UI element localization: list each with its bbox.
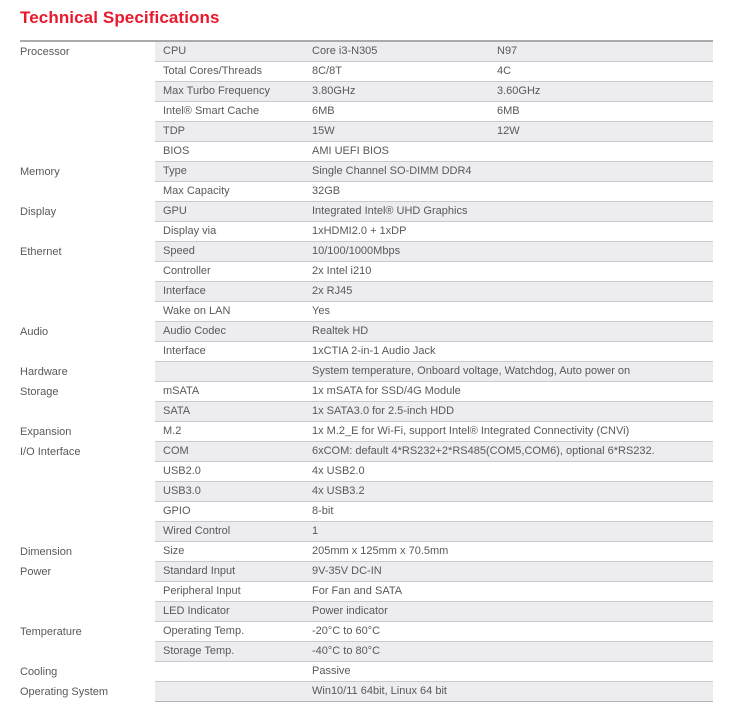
attribute-cell [155, 662, 312, 681]
category-cell [20, 182, 155, 202]
value-cell: 8-bit [312, 505, 334, 517]
attribute-cell: USB2.0 [163, 465, 201, 477]
attribute-cell: Size [163, 545, 185, 557]
value-cell-2: 3.60GHz [497, 85, 541, 97]
attribute-cell: mSATA [163, 385, 200, 397]
spec-strip [155, 222, 713, 242]
category-cell: Display [20, 202, 155, 222]
value-cell: Yes [312, 305, 330, 317]
category-cell [20, 642, 155, 662]
spec-strip [155, 302, 713, 322]
value-cell: 6MB [312, 105, 335, 117]
spec-strip [155, 162, 713, 182]
attribute-cell: Standard Input [163, 565, 236, 577]
category-cell [20, 462, 155, 482]
table-row [20, 62, 713, 82]
table-row [20, 422, 713, 442]
spec-strip [155, 362, 713, 382]
table-row [20, 282, 713, 302]
value-cell: 4x USB2.0 [312, 465, 365, 477]
category-cell: Storage [20, 382, 155, 402]
spec-strip [155, 602, 713, 622]
value-cell: 1x M.2_E for Wi-Fi, support Intel® Integrated Connectivity (CNVi) [312, 425, 630, 437]
attribute-cell: Type [163, 165, 187, 177]
spec-strip [155, 122, 713, 142]
table-row [20, 42, 713, 62]
table-row [20, 582, 713, 602]
attribute-cell: Display via [163, 225, 217, 237]
table-row [20, 462, 713, 482]
table-row [20, 682, 713, 702]
category-cell [20, 222, 155, 242]
attribute-cell: Intel® Smart Cache [163, 105, 260, 117]
value-cell: Integrated Intel® UHD Graphics [312, 205, 468, 217]
table-row [20, 142, 713, 162]
spec-strip [155, 242, 713, 262]
category-cell [20, 142, 155, 162]
attribute-cell: Operating Temp. [163, 625, 245, 637]
table-row [20, 302, 713, 322]
category-cell: Processor [20, 42, 155, 62]
table-row [20, 322, 713, 342]
value-cell: -40°C to 80°C [312, 645, 381, 657]
category-cell: Power [20, 562, 155, 582]
attribute-cell: GPU [163, 205, 187, 217]
attribute-cell: Storage Temp. [163, 645, 235, 657]
table-row [20, 202, 713, 222]
spec-sheet-page [0, 6, 731, 702]
table-row [20, 222, 713, 242]
spec-strip [155, 682, 713, 702]
value-cell: 3.80GHz [312, 85, 356, 97]
spec-strip [155, 402, 713, 422]
spec-strip [155, 42, 713, 62]
table-row [20, 642, 713, 662]
category-cell [20, 282, 155, 302]
table-row [20, 382, 713, 402]
category-cell: Memory [20, 162, 155, 182]
table-row [20, 542, 713, 562]
attribute-cell: USB3.0 [163, 485, 201, 497]
category-cell [20, 62, 155, 82]
spec-strip [155, 462, 713, 482]
category-cell: Expansion [20, 422, 155, 442]
category-cell [20, 82, 155, 102]
value-cell: Single Channel SO-DIMM DDR4 [312, 165, 472, 177]
spec-strip [155, 622, 713, 642]
value-cell: 6xCOM: default 4*RS232+2*RS485(COM5,COM6), optional 6*RS232. [312, 445, 655, 457]
table-row [20, 442, 713, 462]
value-cell: 1xHDMI2.0 + 1xDP [312, 225, 407, 237]
spec-strip [155, 142, 713, 162]
spec-strip [155, 422, 713, 442]
attribute-cell: TDP [163, 125, 185, 137]
table-row [20, 242, 713, 262]
category-cell [20, 522, 155, 542]
table-row [20, 562, 713, 582]
category-cell: Cooling [20, 662, 155, 682]
attribute-cell: Max Capacity [163, 185, 230, 197]
table-row [20, 662, 713, 682]
attribute-cell: Interface [163, 345, 206, 357]
spec-strip [155, 482, 713, 502]
attribute-cell: COM [163, 445, 189, 457]
table-row [20, 342, 713, 362]
category-cell [20, 302, 155, 322]
attribute-cell: Peripheral Input [163, 585, 241, 597]
spec-strip [155, 582, 713, 602]
table-row [20, 602, 713, 622]
attribute-cell [155, 362, 312, 381]
attribute-cell: Wired Control [163, 525, 231, 537]
value-cell: 1 [312, 525, 319, 537]
table-row [20, 82, 713, 102]
spec-strip [155, 182, 713, 202]
table-row [20, 482, 713, 502]
category-cell [20, 122, 155, 142]
category-cell: Operating System [20, 682, 155, 702]
value-cell: 205mm x 125mm x 70.5mm [312, 545, 449, 557]
attribute-cell: M.2 [163, 425, 182, 437]
value-cell: AMI UEFI BIOS [312, 145, 390, 157]
category-cell [20, 502, 155, 522]
spec-strip [155, 82, 713, 102]
category-cell: Dimension [20, 542, 155, 562]
attribute-cell: Audio Codec [163, 325, 226, 337]
spec-strip [155, 322, 713, 342]
spec-strip [155, 342, 713, 362]
spec-strip [155, 562, 713, 582]
category-cell [20, 402, 155, 422]
value-cell: 15W [312, 125, 335, 137]
value-cell-2: 12W [497, 125, 520, 137]
value-cell: Power indicator [312, 605, 388, 617]
value-cell: Realtek HD [312, 325, 369, 337]
attribute-cell: Wake on LAN [163, 305, 231, 317]
value-cell: 1x mSATA for SSD/4G Module [312, 385, 461, 397]
attribute-cell: GPIO [163, 505, 191, 517]
value-cell: 2x Intel i210 [312, 265, 372, 277]
table-row [20, 522, 713, 542]
value-cell: For Fan and SATA [312, 585, 403, 597]
table-row [20, 362, 713, 382]
value-cell: -20°C to 60°C [312, 625, 381, 637]
spec-strip [155, 262, 713, 282]
table-row [20, 402, 713, 422]
spec-strip [155, 102, 713, 122]
spec-strip [155, 542, 713, 562]
category-cell [20, 582, 155, 602]
value-cell-2: N97 [497, 45, 518, 57]
value-cell: 8C/8T [312, 65, 342, 77]
attribute-cell: SATA [163, 405, 191, 417]
attribute-cell [155, 682, 312, 701]
value-cell: Core i3-N305 [312, 45, 378, 57]
table-row [20, 262, 713, 282]
attribute-cell: LED Indicator [163, 605, 230, 617]
spec-strip [155, 202, 713, 222]
spec-table [20, 40, 713, 702]
spec-strip [155, 502, 713, 522]
value-cell: 10/100/1000Mbps [312, 245, 401, 257]
attribute-cell: BIOS [163, 145, 190, 157]
value-cell-2: 6MB [497, 105, 520, 117]
spec-strip [155, 662, 713, 682]
value-cell: 4x USB3.2 [312, 485, 365, 497]
attribute-cell: CPU [163, 45, 187, 57]
category-cell: Ethernet [20, 242, 155, 262]
spec-strip [155, 282, 713, 302]
value-cell: 9V-35V DC-IN [312, 565, 382, 577]
category-cell [20, 262, 155, 282]
category-cell [20, 342, 155, 362]
value-cell: Passive [312, 665, 351, 677]
page-title: Technical Specifications [20, 8, 220, 27]
value-cell: System temperature, Onboard voltage, Watchdog, Auto power on [312, 365, 631, 377]
spec-strip [155, 642, 713, 662]
table-row [20, 122, 713, 142]
value-cell-2: 4C [497, 65, 512, 77]
category-cell [20, 602, 155, 622]
category-cell: Temperature [20, 622, 155, 642]
attribute-cell: Speed [163, 245, 195, 257]
spec-strip [155, 522, 713, 542]
table-row [20, 162, 713, 182]
attribute-cell: Interface [163, 285, 206, 297]
table-row [20, 182, 713, 202]
category-cell: Hardware [20, 362, 155, 382]
spec-strip [155, 62, 713, 82]
value-cell: Win10/11 64bit, Linux 64 bit [312, 685, 447, 697]
attribute-cell: Total Cores/Threads [163, 65, 263, 77]
category-cell: I/O Interface [20, 442, 155, 462]
value-cell: 1xCTIA 2-in-1 Audio Jack [312, 345, 436, 357]
category-cell: Audio [20, 322, 155, 342]
value-cell: 1x SATA3.0 for 2.5-inch HDD [312, 405, 455, 417]
table-row [20, 102, 713, 122]
category-cell [20, 482, 155, 502]
spec-strip [155, 382, 713, 402]
value-cell: 2x RJ45 [312, 285, 353, 297]
category-cell [20, 102, 155, 122]
table-row [20, 622, 713, 642]
table-row [20, 502, 713, 522]
attribute-cell: Max Turbo Frequency [163, 85, 270, 97]
attribute-cell: Controller [163, 265, 211, 277]
spec-strip [155, 442, 713, 462]
value-cell: 32GB [312, 185, 341, 197]
